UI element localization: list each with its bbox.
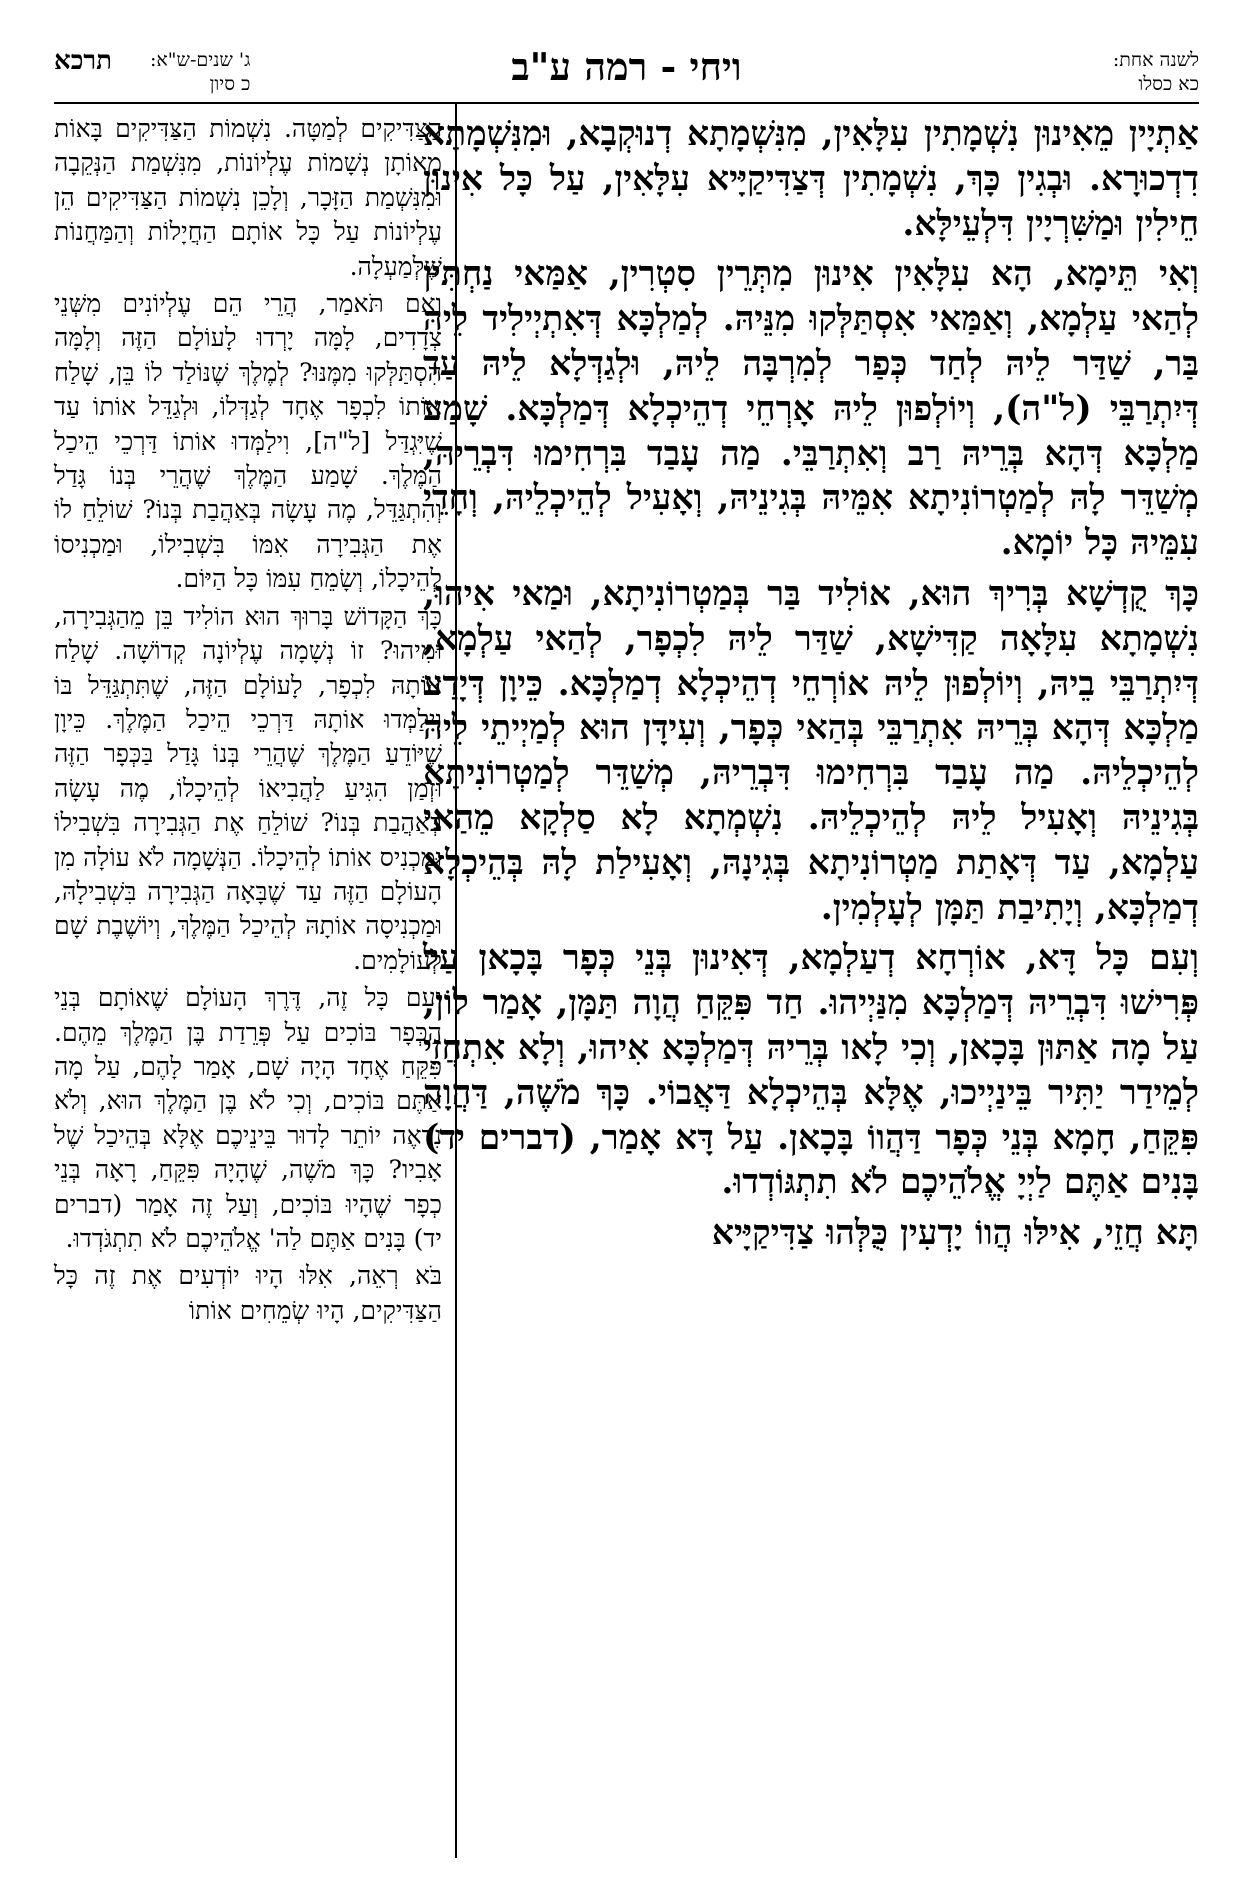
commentary-paragraph: הַצַּדִּיקִים לְמַטָּה. נִשְׁמוֹת הַצַּדִּיקִים בָּאוֹת מֵאוֹתָן נְשָׁמוֹת עֶלְיוֹנוֹת, מִנִּשְׁמַת הַנְּקֵבָה וּמִנִּשְׁמַת הַזָּכָר, וְלָכֵן נִשְׁמוֹת הַצַּדִּיקִים הֵן עֶלְיוֹנוֹת עַל כָּל אוֹתָם הַחֲיָלוֹת וְהַמַּחֲנוֹת שֶׁלְּמַעְלָה. <box>54 114 442 281</box>
commentary-paragraph: וְאִם תֹּאמַר, הֲרֵי הֵם עֶלְיוֹנִים מִשְּׁנֵי צְדָדִים, לָמָּה יָרְדוּ לָעוֹלָם הַזֶּה וְלָמָּה הִסְתַּלְּקוּ מִמֶּנּוּ? לְמֶלֶךְ שֶׁנּוֹלַד לוֹ בֵּן, שָׁלַח אוֹתוֹ לִכְפָר אֶחָד לְגַדְּלוֹ, וּלְגַדֵּל אוֹתוֹ עַד שֶׁיִּגְדַּל [ל"ה], וִילַמְּדוּ אוֹתוֹ דַּרְכֵי הֵיכַל הַמֶּלֶךְ. שָׁמַע הַמֶּלֶךְ שֶׁהֲרֵי בְּנוֹ גָּדַל וְהִתְגַּדֵּל, מֶה עָשָׂה בְּאַהֲבַת בְּנוֹ? שׁוֹלֵחַ לוֹ אֶת הַגְּבִירָה אִמּוֹ בִּשְׁבִילוֹ, וּמַכְנִיסוֹ לְהֵיכָלוֹ, וְשָׂמֵחַ עִמּוֹ כָּל הַיּוֹם. <box>54 289 442 594</box>
schedule-label-one-year: לשנה אחת: <box>1112 49 1199 71</box>
main-paragraph: וְעִם כָּל דָּא, אוֹרְחָא דְעַלְמָא, דְּאִינוּן בְּנֵי כְּפָר בָּכָאן עַל פְּרִישׁוּ דִּבְרֵיהּ דְּמַלְכָּא מִנַּיְיהוּ. חַד פִּקֵּחַ הֲוָה תַּמָּן, אָמַר לוֹן, עַל מָה אַתּוּן בָּכָאן, וְכִי לָאו בְּרֵיהּ דְּמַלְכָּא אִיהוּ, וְלָא אִתְחֲזֵי לְמֵידַר יַתִּיר בֵּינַיְיכוּ, אֶלָּא בְּהֵיכְלָא דַּאֲבוֹי. כָּךְ מֹשֶׁה, דַּהֲוָה פִּקֵּחַ, חָמָא בְּנֵי כְּפָר דַּהֲווֹ בָּכָאן. עַל דָּא אָמַר, (דברים יד) בָּנִים אַתֶּם לַיְיָ אֱלֹהֵיכֶם לֹא תִתְגּוֹדְדוּ. <box>423 938 1199 1203</box>
reading-schedule-three-year <box>150 48 250 96</box>
schedule-label-three-year: ג' שנים-ש"א: <box>150 49 251 71</box>
commentary-column <box>54 112 442 1328</box>
main-paragraph: אַתְיָין מֵאִינוּן נִשְׁמָתִין עִלָּאִין, מִנִּשְׁמָתָא דְנוּקְבָא, וּמִנִּשְׁמָתָא דִדְכוּרָא. וּבְגִין כָּךְ, נִשְׁמָתִין דְּצַדִּיקַיָּיא עִלָּאִין, עַל כָּל אִינוּן חֵילִין וּמַשִּׁרְיָין דִּלְעֵילָּא. <box>423 114 1199 244</box>
main-paragraph: כָּךְ קֻדְשָׁא בְּרִיךְ הוּא, אוֹלִיד בַּר בְּמַטְרוֹנִיתָא, וּמַאי אִיהוּ, נִשְׁמָתָא עִלָּאָה קַדִּישָׁא, שַׁדַּר לֵיהּ לִכְפָר, לְהַאי עַלְמָא, דְּיִתְרַבֵּי בֵיהּ, וְיוֹלְפוּן לֵיהּ אוֹרְחֵי דְהֵיכְלָא דְמַלְכָּא. כֵּיוָן דְּיָדַע מַלְכָּא דְּהָא בְּרֵיהּ אִתְרַבֵּי בְּהַאי כְּפָר, וְעִידָּן הוּא לְמַיְיתֵי לֵיהּ לְהֵיכְלֵיהּ. מַה עָבַד בִּרְחִימוּ דִּבְרֵיהּ, מְשַׁדֵּר לְמַטְרוֹנִיתָא בְּגִינֵיהּ וְאָעִיל לֵיהּ לְהֵיכְלֵיהּ. נִשְׁמְתָא לָא סַלְקָא מֵהַאי עַלְמָא, עַד דְּאָתַת מַטְרוֹנִיתָא בְּגִינָהּ, וְאָעִילַת לָהּ בְּהֵיכְלָא דְמַלְכָּא, וְיָתִיבַת תַּמָּן לְעָלְמִין. <box>423 573 1199 928</box>
main-paragraph: וְאִי תֵּימָא, הָא עִלָּאִין אִינוּן מִתְּרֵין סִטְרִין, אַמַּאי נַחְתִּין לְהַאי עַלְמָא, וְאַמַּאי אִסְתַּלְּקוּ מִנֵּיהּ. לְמַלְכָּא דְּאִתְיְילִיד לֵיהּ בַּר, שַׁדַּר לֵיהּ לְחַד כְּפַר לְמִרְבָּה לֵיהּ, וּלְגַדְּלָא לֵיהּ עַד דְּיִתְרַבֵּי (ל"ה), וְיוֹלְפוּן לֵיהּ אָרְחֵי דְהֵיכְלָא דְּמַלְכָּא. שָׁמַע מַלְכָּא דְּהָא בְּרֵיהּ רַב וְאִתְרַבֵּי. מַה עָבַד בִּרְחִימוּ דִּבְרֵיהּ, מְשַׁדֵּר לָהּ לְמַטְרוֹנִיתָא אִמֵּיהּ בְּגִינֵיהּ, וְאָעִיל לְהֵיכְלֵיהּ, וְחָדֵי עִמֵּיהּ כָּל יוֹמָא. <box>423 254 1199 564</box>
page-title: ויחי - רמה ע"ב <box>511 44 742 89</box>
schedule-date-one-year: כא כסלו <box>1138 73 1199 95</box>
main-text-column <box>423 112 1199 1256</box>
schedule-date-three-year: כ סיון <box>209 73 251 95</box>
commentary-paragraph: בֹּא רְאֵה, אִלּוּ הָיוּ יוֹדְעִים אֶת זֶה כָּל הַצַּדִּיקִים, הָיוּ שְׂמֵחִים אוֹתוֹ <box>54 1261 442 1325</box>
commentary-paragraph: כָּךְ הַקָּדוֹשׁ בָּרוּךְ הוּא הוֹלִיד בֵּן מֵהַגְּבִירָה, וּמִיהוּ? זוֹ נְשָׁמָה עֶלְיוֹנָה קְדוֹשָׁה. שָׁלַח אוֹתָהּ לִכְפָר, לָעוֹלָם הַזֶּה, שֶׁתִּתְגַּדֵּל בּוֹ וִילַמְּדוּ אוֹתָהּ דַּרְכֵי הֵיכַל הַמֶּלֶךְ. כֵּיוָן שֶׁיּוֹדֵעַ הַמֶּלֶךְ שֶׁהֲרֵי בְּנוֹ גָּדַל בַּכְּפָר הַזֶּה וּזְמַן הִגִּיעַ לַהֲבִיאוֹ לְהֵיכָלוֹ, מֶה עָשָׂה בְּאַהֲבַת בְּנוֹ? שׁוֹלֵחַ אֶת הַגְּבִירָה בִּשְׁבִילוֹ וּמַכְנִיס אוֹתוֹ לְהֵיכָלוֹ. הַנְּשָׁמָה לֹא עוֹלָה מִן הָעוֹלָם הַזֶּה עַד שֶׁבָּאָה הַגְּבִירָה בִּשְׁבִילָהּ, וּמַכְנִיסָה אוֹתָהּ לְהֵיכַל הַמֶּלֶךְ, וְיוֹשֶׁבֶת שָׁם לְעוֹלָמִים. <box>54 601 442 975</box>
header-divider <box>54 102 1199 104</box>
main-paragraph: תָּא חֲזֵי, אִילּוּ הֲווֹ יָדְעִין כֻּלְּהוּ צַדִּיקַיָּיא <box>711 1213 1199 1254</box>
page-header <box>54 44 1199 96</box>
commentary-paragraph: וְעִם כָּל זֶה, דֶּרֶךְ הָעוֹלָם שֶׁאוֹתָם בְּנֵי הַכְּפָר בּוֹכִים עַל פְּרֵדַת בֶּן הַמֶּלֶךְ מֵהֶם. פִּקֵּחַ אֶחָד הָיָה שָׁם, אָמַר לָהֶם, עַל מָה אַתֶּם בּוֹכִים, וְכִי לֹא בֶּן הַמֶּלֶךְ הוּא, וְלֹא נִרְאֶה יוֹתֵר לָדוּר בֵּינֵיכֶם אֶלָּא בְּהֵיכַל שֶׁל אָבִיו? כָּךְ מֹשֶׁה, שֶׁהָיָה פִּקֵּחַ, רָאָה בְּנֵי כְפָר שֶׁהָיוּ בּוֹכִים, וְעַל זֶה אָמַר (דברים יד) בָּנִים אַתֶּם לַה' אֱלֹהֵיכֶם לֹא תִתְגֹּדְדוּ. <box>54 983 442 1253</box>
page-number: תרכא <box>54 46 113 76</box>
